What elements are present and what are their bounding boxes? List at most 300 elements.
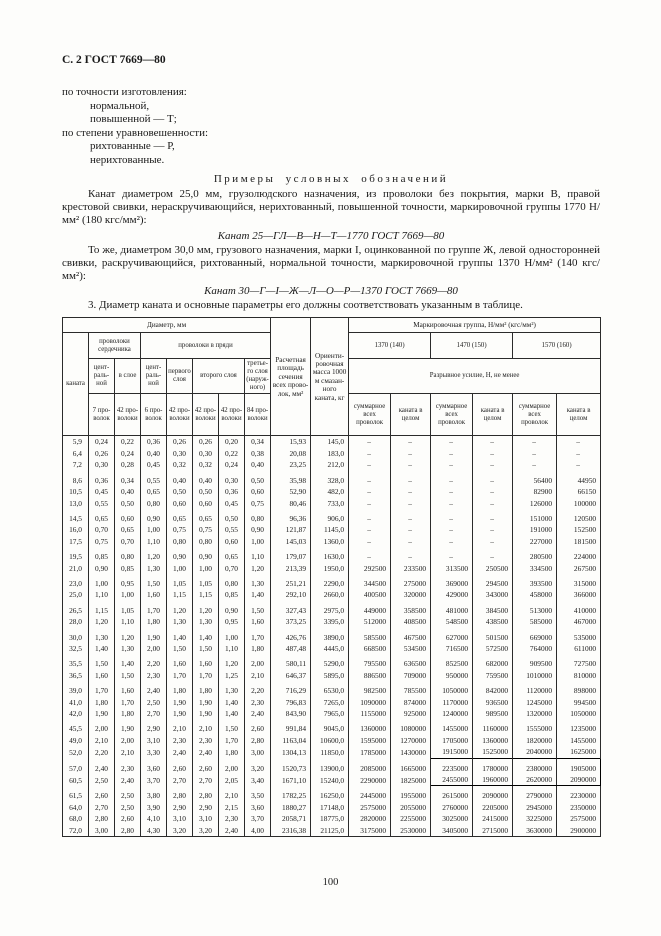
table-cell: 343000 — [473, 589, 513, 600]
table-cell: 3630000 — [513, 825, 557, 837]
header-mass: Ориентировочная масса 1000 м смазанного каната, кг — [311, 318, 349, 436]
table-cell: 1,20 — [167, 601, 193, 616]
table-cell: 0,45 — [89, 486, 115, 497]
table-cell: 2,70 — [167, 774, 193, 786]
header-first-layer: первого слоя — [167, 359, 193, 394]
table-cell: 0,50 — [245, 471, 271, 486]
table-cell: 842000 — [473, 681, 513, 696]
table-cell: 709000 — [391, 670, 431, 681]
table-cell: 0,75 — [193, 524, 219, 535]
table-cell: – — [431, 547, 473, 562]
table-cell: 191000 — [513, 524, 557, 535]
table-cell: 2,00 — [89, 719, 115, 734]
table-cell: 1,30 — [115, 643, 141, 654]
table-cell: – — [513, 448, 557, 459]
table-cell: 2790000 — [513, 786, 557, 802]
table-cell: 2,60 — [193, 758, 219, 774]
table-cell: 1,50 — [115, 670, 141, 681]
table-cell: 950000 — [431, 670, 473, 681]
table-cell: 2205000 — [473, 802, 513, 813]
table-row — [63, 746, 601, 758]
table-cell: 1,80 — [89, 697, 115, 708]
table-cell: 548500 — [431, 616, 473, 627]
table-cell: 126000 — [513, 498, 557, 509]
header-whole-1570: каната в целом — [557, 394, 601, 436]
table-cell: 716,29 — [271, 681, 311, 696]
table-cell: 2,70 — [193, 774, 219, 786]
table-cell: 909500 — [513, 654, 557, 669]
table-row — [63, 813, 601, 824]
table-cell: 0,24 — [89, 436, 115, 448]
table-cell: 1,50 — [141, 574, 167, 589]
table-cell: 1,50 — [89, 654, 115, 669]
table-cell: 0,55 — [141, 471, 167, 486]
table-cell: 727500 — [557, 654, 601, 669]
table-cell: 991,84 — [271, 719, 311, 734]
balance-item-straightened: рихтованные — Р, — [90, 140, 175, 152]
table-cell: 2,10 — [193, 719, 219, 734]
table-cell: 1,10 — [115, 616, 141, 627]
table-cell: 2,20 — [89, 746, 115, 758]
table-cell: 49,0 — [63, 735, 89, 746]
table-cell: 3,00 — [89, 825, 115, 837]
table-row — [63, 670, 601, 681]
table-cell: 1,00 — [141, 524, 167, 535]
table-cell: 1,00 — [89, 574, 115, 589]
balance-title: по степени уравновешенности: — [62, 126, 209, 139]
table-row — [63, 547, 601, 562]
table-cell: 0,80 — [219, 574, 245, 589]
table-cell: 1,60 — [193, 654, 219, 669]
table-cell: 2,60 — [245, 719, 271, 734]
table-row — [63, 509, 601, 524]
table-row — [63, 643, 601, 654]
table-row — [63, 536, 601, 547]
table-cell: 1,90 — [115, 719, 141, 734]
table-cell: 1,70 — [89, 681, 115, 696]
table-cell: – — [473, 536, 513, 547]
table-cell: 1,90 — [141, 628, 167, 643]
table-cell: 1,20 — [141, 547, 167, 562]
table-cell: 2,60 — [167, 758, 193, 774]
table-cell: 1,25 — [219, 670, 245, 681]
table-cell: 0,85 — [115, 563, 141, 574]
table-cell: 0,40 — [141, 448, 167, 459]
table-cell: 0,60 — [193, 498, 219, 509]
table-cell: 982500 — [349, 681, 391, 696]
table-cell: 2945000 — [513, 802, 557, 813]
table-cell: 0,40 — [167, 471, 193, 486]
header-count-core-layer: 42 проволоки — [115, 394, 141, 436]
table-cell: 60,5 — [63, 774, 89, 786]
table-cell: 1880,27 — [271, 802, 311, 813]
table-cell: 0,65 — [115, 524, 141, 535]
table-cell: 1,50 — [245, 601, 271, 616]
table-cell: 0,95 — [219, 616, 245, 627]
table-cell: 1,15 — [89, 601, 115, 616]
header-count-third-layer: 84 проволоки — [245, 394, 271, 436]
table-cell: 0,55 — [89, 498, 115, 509]
table-cell: 1,20 — [245, 563, 271, 574]
header-sum-1570: суммарное всех проволок — [513, 394, 557, 436]
table-cell: 44950 — [557, 471, 601, 486]
table-cell: 2,60 — [115, 813, 141, 824]
header-mark-group: Маркировочная группа, Н/мм² (кгс/мм²) — [349, 318, 601, 333]
table-cell: 2,50 — [115, 802, 141, 813]
table-cell: – — [473, 471, 513, 486]
table-row — [63, 459, 601, 470]
table-cell: 4445,0 — [311, 643, 349, 654]
table-cell: 0,38 — [245, 448, 271, 459]
table-cell: – — [473, 448, 513, 459]
table-cell: 3,10 — [193, 813, 219, 824]
table-cell: – — [391, 459, 431, 470]
table-cell: 313500 — [431, 563, 473, 574]
table-cell: 535000 — [557, 628, 601, 643]
table-cell: 2,00 — [141, 643, 167, 654]
table-cell: 852500 — [431, 654, 473, 669]
table-cell: 3175000 — [349, 825, 391, 837]
table-cell: 52,0 — [63, 746, 89, 758]
header-whole-1470: каната в целом — [473, 394, 513, 436]
table-cell: 7965,0 — [311, 708, 349, 719]
table-cell: 5,9 — [63, 436, 89, 448]
table-cell: 1625000 — [557, 746, 601, 758]
table-cell: 151000 — [513, 509, 557, 524]
table-cell: 8,6 — [63, 471, 89, 486]
table-cell: 0,60 — [219, 536, 245, 547]
table-cell: 327,43 — [271, 601, 311, 616]
table-cell: 2,50 — [115, 786, 141, 802]
table-cell: 21125,0 — [311, 825, 349, 837]
table-cell: 1595000 — [349, 735, 391, 746]
table-cell: 0,75 — [167, 524, 193, 535]
table-cell: 467500 — [391, 628, 431, 643]
table-cell: 1950,0 — [311, 563, 349, 574]
table-cell: 25,0 — [63, 589, 89, 600]
table-cell: 1,20 — [219, 654, 245, 669]
table-cell: 585000 — [513, 616, 557, 627]
table-cell: 373,25 — [271, 616, 311, 627]
table-cell: 1,40 — [219, 697, 245, 708]
table-cell: 35,5 — [63, 654, 89, 669]
table-cell: 2530000 — [391, 825, 431, 837]
table-cell: 1520,73 — [271, 758, 311, 774]
table-cell: 733,0 — [311, 498, 349, 509]
table-cell: 2,40 — [245, 708, 271, 719]
table-row — [63, 589, 601, 600]
table-cell: 152500 — [557, 524, 601, 535]
table-cell: 2,10 — [245, 670, 271, 681]
accuracy-title: по точности изготовления: — [62, 86, 187, 98]
table-cell: 0,65 — [89, 509, 115, 524]
table-cell: 1160000 — [473, 719, 513, 734]
table-cell: 585500 — [349, 628, 391, 643]
table-cell: 1120000 — [513, 681, 557, 696]
table-cell: 3405000 — [431, 825, 473, 837]
table-cell: 66150 — [557, 486, 601, 497]
table-cell: – — [431, 436, 473, 448]
table-cell: 19,5 — [63, 547, 89, 562]
table-cell: 1,50 — [219, 719, 245, 734]
table-cell: 0,34 — [115, 471, 141, 486]
table-cell: 2,80 — [193, 786, 219, 802]
table-cell: 0,36 — [219, 486, 245, 497]
table-cell: 513000 — [513, 601, 557, 616]
table-row — [63, 486, 601, 497]
table-cell: 1785000 — [349, 746, 391, 758]
table-cell: – — [431, 498, 473, 509]
table-cell: 0,24 — [219, 459, 245, 470]
table-cell: 449000 — [349, 601, 391, 616]
table-cell: 28,0 — [63, 616, 89, 627]
table-cell: 682000 — [473, 654, 513, 669]
table-cell: 1,70 — [141, 601, 167, 616]
table-cell: 11850,0 — [311, 746, 349, 758]
table-cell: 1,70 — [115, 697, 141, 708]
table-cell: 250500 — [473, 563, 513, 574]
table-cell: 0,36 — [141, 436, 167, 448]
table-cell: 2,50 — [89, 774, 115, 786]
table-cell: 1,05 — [167, 574, 193, 589]
table-cell: 6,4 — [63, 448, 89, 459]
table-cell: 0,30 — [167, 448, 193, 459]
table-row — [63, 436, 601, 448]
table-cell: 4,30 — [141, 825, 167, 837]
table-cell: 534500 — [391, 643, 431, 654]
table-cell: 72,0 — [63, 825, 89, 837]
header-strand-wires: проволоки в пряди — [141, 333, 271, 359]
table-cell: 21,0 — [63, 563, 89, 574]
table-cell: 0,36 — [89, 471, 115, 486]
table-cell: 0,40 — [115, 486, 141, 497]
table-cell: 0,80 — [245, 509, 271, 524]
table-cell: 2235000 — [431, 758, 473, 774]
table-row — [63, 471, 601, 486]
header-core-layer: в слое — [115, 359, 141, 394]
table-cell: 10600,0 — [311, 735, 349, 746]
table-cell: 2,80 — [167, 786, 193, 802]
table-cell: 0,90 — [141, 509, 167, 524]
table-row — [63, 448, 601, 459]
table-cell: 2975,0 — [311, 601, 349, 616]
table-cell: 0,90 — [219, 601, 245, 616]
table-cell: 1,40 — [89, 643, 115, 654]
example-paragraph-2: То же, диаметром 30,0 мм, грузового назначения, марки I, оцинкованной по группе Ж, левой односторонней свивки, раскручивающийся, рихтованный, нормальной точности, маркировочной группы 1370 Н/мм² (140 кгс/мм²): — [62, 243, 600, 283]
table-cell: 874000 — [391, 697, 431, 708]
table-cell: 2,70 — [89, 802, 115, 813]
table-cell: 1,70 — [219, 735, 245, 746]
table-cell: – — [473, 524, 513, 535]
table-cell: 23,25 — [271, 459, 311, 470]
table-cell: 1145,0 — [311, 524, 349, 535]
table-cell: 30,0 — [63, 628, 89, 643]
table-cell: 3,80 — [141, 786, 167, 802]
table-cell: 2,20 — [141, 654, 167, 669]
table-cell: 2,20 — [245, 681, 271, 696]
table-cell: 0,50 — [219, 509, 245, 524]
table-cell: 3,00 — [245, 746, 271, 758]
table-cell: 0,24 — [115, 448, 141, 459]
table-cell: 1,00 — [219, 628, 245, 643]
table-cell: 2350000 — [557, 802, 601, 813]
table-cell: 328,0 — [311, 471, 349, 486]
table-cell: 1,40 — [245, 589, 271, 600]
table-cell: – — [349, 448, 391, 459]
table-cell: 2380000 — [513, 758, 557, 774]
table-cell: – — [473, 498, 513, 509]
header-area: Расчетная площадь сечения всех проволок, мм² — [271, 318, 311, 436]
table-cell: 795500 — [349, 654, 391, 669]
table-cell: 1430000 — [391, 746, 431, 758]
table-cell: 0,80 — [167, 536, 193, 547]
table-cell: 400500 — [349, 589, 391, 600]
table-cell: 64,0 — [63, 802, 89, 813]
table-cell: 759500 — [473, 670, 513, 681]
table-cell: 1,50 — [167, 643, 193, 654]
table-cell: 2,10 — [89, 735, 115, 746]
table-cell: – — [431, 486, 473, 497]
table-row — [63, 774, 601, 786]
table-cell: 1915000 — [431, 746, 473, 758]
table-cell: 1,30 — [245, 574, 271, 589]
table-cell: 2575000 — [557, 813, 601, 824]
table-cell: – — [391, 436, 431, 448]
table-cell: 1,90 — [193, 708, 219, 719]
table-cell: 925000 — [391, 708, 431, 719]
table-cell: 0,20 — [219, 436, 245, 448]
table-cell: 224000 — [557, 547, 601, 562]
table-cell: 1320000 — [513, 708, 557, 719]
table-cell: 3225000 — [513, 813, 557, 824]
table-cell: 0,26 — [89, 448, 115, 459]
table-cell: 2,10 — [167, 719, 193, 734]
table-cell: 2,40 — [219, 825, 245, 837]
table-cell: 213,39 — [271, 563, 311, 574]
table-cell: 82900 — [513, 486, 557, 497]
table-cell: 0,45 — [141, 459, 167, 470]
table-row — [63, 719, 601, 734]
table-cell: 1,90 — [193, 697, 219, 708]
table-cell: 1820000 — [513, 735, 557, 746]
table-cell: 0,34 — [245, 436, 271, 448]
table-cell: 80,46 — [271, 498, 311, 509]
table-cell: 2,00 — [219, 758, 245, 774]
table-cell: 0,65 — [167, 509, 193, 524]
table-cell: 42,0 — [63, 708, 89, 719]
table-cell: 2620000 — [513, 774, 557, 786]
table-cell: 384500 — [473, 601, 513, 616]
table-cell: 2,50 — [141, 697, 167, 708]
table-cell: 1,30 — [193, 616, 219, 627]
table-cell: 572500 — [473, 643, 513, 654]
table-cell: – — [349, 498, 391, 509]
table-cell: 1,15 — [193, 589, 219, 600]
table-cell: 1050000 — [557, 708, 601, 719]
table-cell: 4,10 — [141, 813, 167, 824]
table-cell: – — [349, 536, 391, 547]
header-core-central: центральной — [89, 359, 115, 394]
header-count-second-layer-a: 42 проволоки — [193, 394, 219, 436]
table-cell: 429000 — [431, 589, 473, 600]
header-whole-1370: каната в целом — [391, 394, 431, 436]
table-cell: 17,5 — [63, 536, 89, 547]
table-row — [63, 524, 601, 535]
table-cell: 45,5 — [63, 719, 89, 734]
table-cell: – — [557, 436, 601, 448]
table-cell: 1270000 — [391, 735, 431, 746]
table-cell: – — [473, 459, 513, 470]
header-sum-1470: суммарное всех проволок — [431, 394, 473, 436]
table-cell: 2040000 — [513, 746, 557, 758]
table-cell: 0,30 — [219, 471, 245, 486]
table-cell: 501500 — [473, 628, 513, 643]
table-cell: 344500 — [349, 574, 391, 589]
table-cell: 1090000 — [349, 697, 391, 708]
table-cell: – — [349, 471, 391, 486]
table-cell: 23,0 — [63, 574, 89, 589]
table-cell: – — [473, 436, 513, 448]
table-cell: 408500 — [391, 616, 431, 627]
header-second-layer: второго слоя — [193, 359, 245, 394]
table-cell: – — [431, 524, 473, 535]
table-cell: 1,10 — [141, 536, 167, 547]
table-cell: 1,80 — [141, 616, 167, 627]
table-cell: – — [513, 436, 557, 448]
table-cell: 7,2 — [63, 459, 89, 470]
table-header — [63, 318, 601, 436]
table-cell: 294500 — [473, 574, 513, 589]
table-cell: 2090000 — [473, 786, 513, 802]
table-cell: 0,65 — [141, 486, 167, 497]
table-cell: 315000 — [557, 574, 601, 589]
table-cell: 1525000 — [473, 746, 513, 758]
table-cell: 2,30 — [245, 697, 271, 708]
table-cell: 3,20 — [245, 758, 271, 774]
table-cell: 886500 — [349, 670, 391, 681]
table-cell: 1,50 — [193, 643, 219, 654]
table-cell: 3890,0 — [311, 628, 349, 643]
table-cell: 1,00 — [193, 563, 219, 574]
table-cell: 0,70 — [115, 536, 141, 547]
table-cell: 1,80 — [167, 681, 193, 696]
table-cell: – — [557, 459, 601, 470]
table-cell: 1,00 — [167, 563, 193, 574]
table-cell: 36,5 — [63, 670, 89, 681]
table-cell: 15240,0 — [311, 774, 349, 786]
table-cell: 2,90 — [141, 719, 167, 734]
table-cell: 580,11 — [271, 654, 311, 669]
table-row — [63, 681, 601, 696]
table-cell: 2,40 — [193, 746, 219, 758]
table-cell: 1,10 — [245, 547, 271, 562]
clause-3-text: 3. Диаметр каната и основные параметры его должны соответствовать указанным в таблице. — [88, 299, 523, 312]
table-cell: 1671,10 — [271, 774, 311, 786]
table-cell: 0,70 — [89, 524, 115, 535]
table-cell: – — [513, 459, 557, 470]
table-cell: 3,20 — [193, 825, 219, 837]
table-cell: – — [391, 547, 431, 562]
table-cell: 100000 — [557, 498, 601, 509]
table-cell: 3395,0 — [311, 616, 349, 627]
table-cell: 0,32 — [193, 459, 219, 470]
table-cell: 1630,0 — [311, 547, 349, 562]
table-cell: 2,40 — [141, 681, 167, 696]
header-core-wires: проволоки сердечника — [89, 333, 141, 359]
table-row — [63, 574, 601, 589]
table-cell: – — [349, 459, 391, 470]
table-cell: 179,07 — [271, 547, 311, 562]
